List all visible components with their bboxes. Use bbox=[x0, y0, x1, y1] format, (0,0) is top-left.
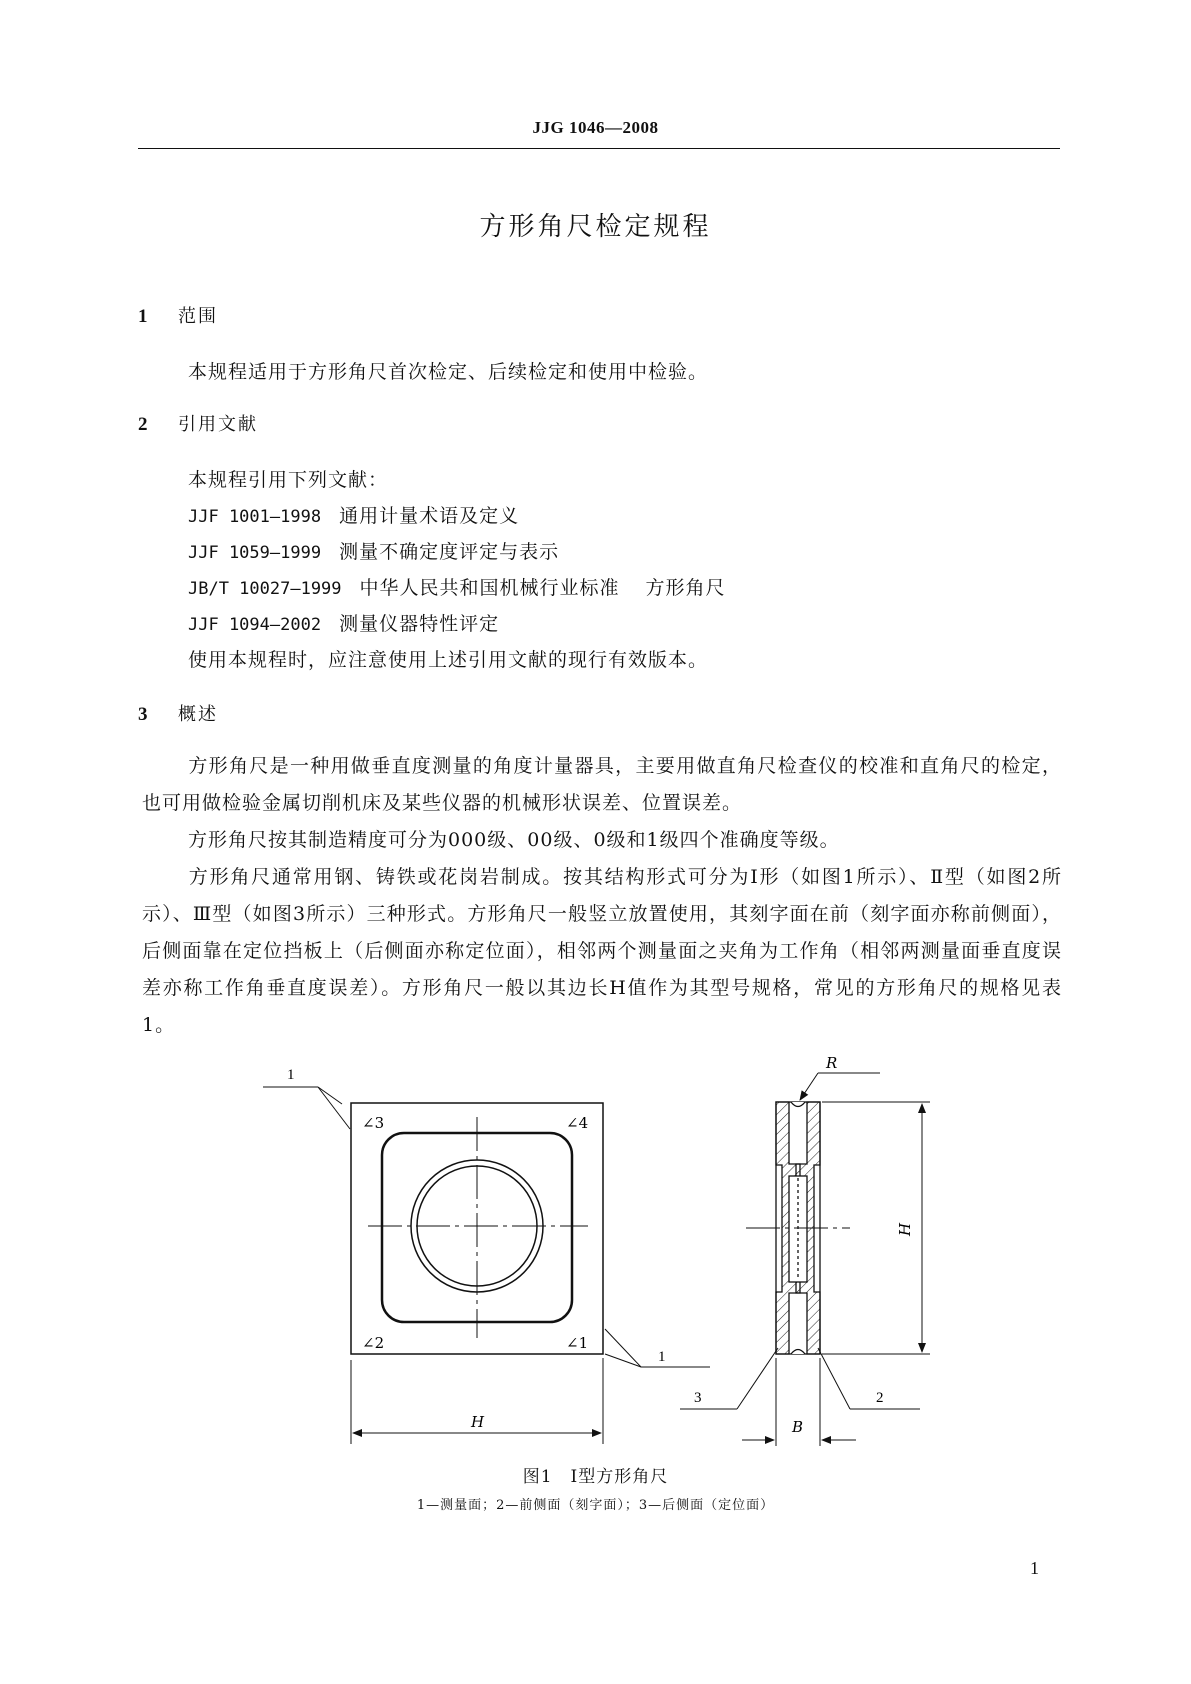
figure-legend: 1—测量面；2—前侧面（刻字面）；3—后侧面（定位面） bbox=[416, 1498, 775, 1513]
section-1-number: 1 bbox=[138, 306, 148, 327]
section-2-number: 2 bbox=[138, 414, 148, 435]
section-2-title: 引用文献 bbox=[178, 414, 258, 435]
reference-item bbox=[188, 537, 559, 564]
page-title: 方形角尺检定规程 bbox=[479, 212, 712, 242]
leader-1b-label: 1 bbox=[658, 1349, 666, 1365]
section-1-heading bbox=[138, 302, 218, 328]
dimension-h-side-label: H bbox=[896, 1222, 914, 1236]
paragraph-text: 方形角尺是一种用做垂直度测量的角度计量器具，主要用做直角尺检查仪的校准和直角尺的检定，也可用做检验金属切削机床及某些仪器的机械形状误差、位置误差。 bbox=[142, 755, 1062, 814]
section-1-title: 范围 bbox=[178, 306, 218, 327]
angle-1-label: ∠1 bbox=[566, 1334, 589, 1352]
reference-item bbox=[188, 573, 726, 600]
paragraph-text: 方形角尺通常用钢、铸铁或花岗岩制成。按其结构形式可分为Ⅰ形（如图1所示）、Ⅱ型（如图2所示）、Ⅲ型（如图3所示）三种形式。方形角尺一般竖立放置使用，其刻字面在前（刻字面亦称前侧面），后侧面靠在定位挡板上（后侧面亦称定位面），相邻两个测量面之夹角为工作角（相邻两测量面垂直度误差亦称工作角垂直度误差）。方形角尺一般以其边长H值作为其型号规格，常见的方形角尺的规格见表1。 bbox=[142, 866, 1062, 1036]
section-3-paragraph bbox=[142, 859, 1062, 1044]
dimension-h-front bbox=[351, 1358, 603, 1444]
dimension-h-label: H bbox=[471, 1413, 485, 1431]
dimension-b-label: B bbox=[792, 1418, 804, 1436]
angle-3-label: ∠3 bbox=[362, 1114, 385, 1132]
section-3-number: 3 bbox=[138, 704, 148, 725]
dimension-r-label: R bbox=[826, 1055, 838, 1072]
section-3-title: 概述 bbox=[178, 704, 218, 725]
section-1-text: 本规程适用于方形角尺首次检定、后续检定和使用中检验。 bbox=[188, 361, 709, 383]
section-3-paragraph bbox=[142, 822, 1062, 859]
reference-title: 通用计量术语及定义 bbox=[339, 505, 520, 527]
leader-3-label: 3 bbox=[694, 1390, 702, 1406]
figure-caption: 图1 Ⅰ型方形角尺 bbox=[522, 1467, 669, 1487]
reference-title: 中华人民共和国机械行业标准 bbox=[359, 577, 620, 599]
leader-1-top bbox=[263, 1087, 350, 1129]
page-number: 1 bbox=[1030, 1558, 1039, 1578]
reference-code: JB/T 10027—1999 bbox=[188, 579, 342, 599]
section-3-paragraph bbox=[142, 748, 1062, 822]
leader-r bbox=[800, 1073, 880, 1100]
reference-code: JJF 1001—1998 bbox=[188, 507, 322, 527]
section-2-note: 使用本规程时，应注意使用上述引用文献的现行有效版本。 bbox=[188, 649, 709, 671]
reference-title: 测量不确定度评定与表示 bbox=[339, 541, 560, 563]
reference-title: 测量仪器特性评定 bbox=[339, 613, 500, 635]
reference-code: JJF 1094—2002 bbox=[188, 615, 322, 635]
reference-code: JJF 1059—1999 bbox=[188, 543, 322, 563]
angle-2-label: ∠2 bbox=[362, 1334, 385, 1352]
section-2-heading bbox=[138, 410, 258, 436]
document-header-code: JJG 1046—2008 bbox=[532, 118, 659, 137]
section-3-heading bbox=[138, 700, 218, 726]
paragraph-text: 方形角尺按其制造精度可分为000级、00级、0级和1级四个准确度等级。 bbox=[188, 829, 840, 851]
reference-subtitle: 方形角尺 bbox=[645, 577, 726, 599]
side-view bbox=[746, 1102, 850, 1354]
reference-item bbox=[188, 501, 519, 528]
figure-1-drawing bbox=[0, 1055, 1191, 1465]
angle-4-label: ∠4 bbox=[566, 1114, 589, 1132]
leader-1-label: 1 bbox=[287, 1067, 295, 1083]
header-rule bbox=[138, 148, 1060, 149]
front-view bbox=[351, 1103, 603, 1354]
leader-2 bbox=[818, 1348, 920, 1409]
leader-2-label: 2 bbox=[876, 1390, 884, 1406]
section-2-intro: 本规程引用下列文献： bbox=[188, 469, 389, 491]
reference-item bbox=[188, 609, 499, 636]
